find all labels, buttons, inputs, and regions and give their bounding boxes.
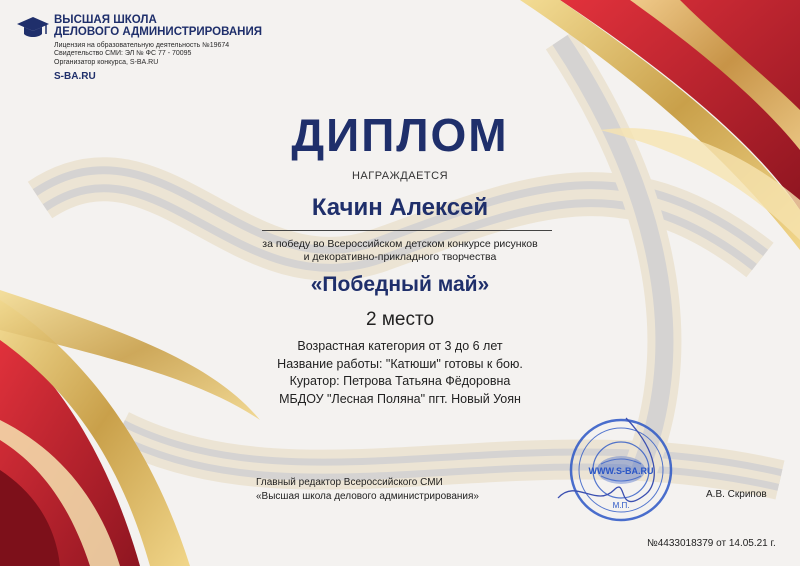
diploma-title: ДИПЛОМ [291,109,509,161]
age-category: Возрастная категория от 3 до 6 лет [297,339,503,353]
award-reason-line1: за победу во Всероссийском детском конкурсе рисунков [262,238,538,250]
logo [16,14,316,40]
school-name-line1: ВЫСШАЯ ШКОЛА [54,14,157,26]
awarded-label: НАГРАЖДАЕТСЯ [351,170,449,182]
official-stamp [556,398,686,528]
contest-name: «Победный май» [310,273,490,296]
editor-line1: Главный редактор Всероссийского СМИ [256,477,443,488]
institution: МБДОУ "Лесная Поляна" пгт. Новый Уоян [279,391,521,406]
recipient-name: Качин Алексей [311,194,489,221]
stamp-site: WWW.S-BA.RU [588,466,654,476]
media-certificate-text: Свидетельство СМИ: ЭЛ № ФС 77 - 70095 [54,50,192,58]
stamp-mp: М.П. [612,501,630,510]
details-block [200,338,600,408]
work-title: Название работы: "Катюши" готовы к бою. [277,356,523,371]
organizer-text: Организатор конкурса, S-BA.RU [54,58,159,66]
site-link[interactable]: S-BA.RU [54,71,96,83]
document-number: №4433018379 от 14.05.21 г. [647,538,776,549]
signer-name: А.В. Скрипов [706,489,767,500]
graduation-cap-icon [16,14,50,40]
award-reason-line2: и декоративно-прикладного творчества [303,251,497,263]
editor-block [256,476,479,504]
place-awarded: 2 место [365,309,435,330]
license-text: Лицензия на образовательную деятельность №19674 [54,42,230,49]
school-name-line2: ДЕЛОВОГО АДМИНИСТРИРОВАНИЯ [54,26,263,38]
header [16,14,316,82]
license-block [54,42,316,67]
editor-line2: «Высшая школа делового администрирования» [256,491,479,502]
name-underline [262,230,552,231]
award-reason [200,238,600,264]
curator: Куратор: Петрова Татьяна Фёдоровна [289,374,511,388]
